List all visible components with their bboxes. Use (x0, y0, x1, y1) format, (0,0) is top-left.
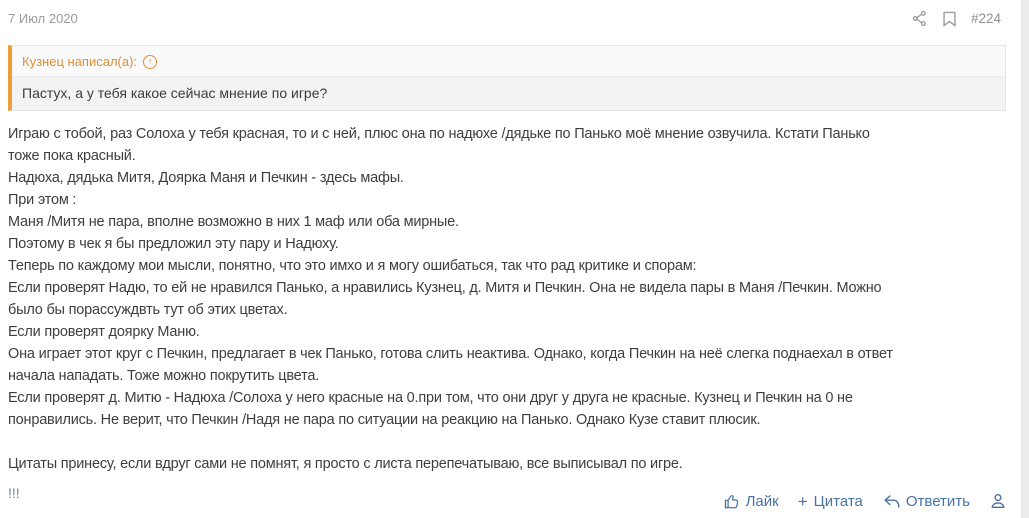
like-button[interactable] (723, 492, 779, 510)
body-line: Если проверят Надю, то ей не нравился Панько, а нравились Кузнец, д. Митя и Печкин. Она не видела пары в Маня /Печкин. Можно (8, 280, 882, 296)
body-line: Если проверят д. Митю - Надюха /Солоха у него красные на 0.при том, что они друг у друга не красные. Кузнец и Печкин на 0 не (8, 390, 853, 406)
quote-button[interactable] (798, 493, 863, 510)
reply-button[interactable] (882, 493, 970, 510)
quote-author-label: Кузнец написал(а): (22, 54, 138, 69)
body-line: Если проверят доярку Маню. (8, 324, 200, 340)
body-line: Теперь по каждому мои мысли, понятно, что это имхо и я могу ошибаться, так что рад критике и спорам: (8, 258, 697, 274)
bookmark-icon[interactable] (942, 10, 957, 27)
body-line: понравились. Не верит, что Печкин /Надя не пара по ситуации на реакцию на Панько. Однако Кузе ставит плюсик. (8, 412, 761, 428)
share-icon[interactable] (911, 10, 928, 27)
post-body (8, 123, 1024, 475)
body-line: Она играет этот круг с Печкин, предлагает в чек Панько, готова слить неактива. Однако, когда Печкин на неё слегка поднаехал в ответ (8, 346, 893, 362)
body-line: было бы порассуждвть тут об этих цветах. (8, 302, 288, 318)
body-line: Цитаты принесу, если вдруг сами не помнят, я просто с листа перепечатываю, все выписывал по игре. (8, 456, 683, 472)
exclamation-text: !!! (8, 485, 20, 501)
body-line-blank (8, 431, 1024, 453)
quote-attribution-link[interactable] (12, 46, 1005, 76)
quote-text: Пастух, а у тебя какое сейчас мнение по игре? (12, 76, 1005, 110)
body-line: тоже пока красный. (8, 148, 136, 164)
quote-label: Цитата (813, 492, 863, 510)
profile-button[interactable] (989, 492, 1007, 510)
reply-arrow-icon (882, 493, 901, 510)
person-icon (989, 492, 1007, 510)
plus-icon: + (797, 491, 808, 511)
reply-label: Ответить (905, 492, 970, 510)
vertical-scrollbar[interactable] (1021, 0, 1029, 518)
post-action-bar (723, 489, 1007, 513)
body-line: начала нападать. Тоже можно покрутить цвета. (8, 368, 320, 384)
body-line: Поэтому в чек я бы предложил эту пару и Надюху. (8, 236, 339, 252)
body-line: Надюха, дядька Митя, Доярка Маня и Печкин - здесь мафы. (8, 170, 404, 186)
quote-block (8, 45, 1006, 111)
thumbs-up-icon (723, 492, 741, 510)
body-line: Играю с тобой, раз Солоха у тебя красная, то и с ней, плюс она по надюхе /дядьке по Панько моё мнение озвучила. Кстати Панько (8, 126, 870, 142)
body-line: Маня /Митя не пара, вполне возможно в них 1 маф или оба мирные. (8, 214, 459, 230)
arrow-up-circle-icon[interactable]: ↑ (143, 55, 157, 69)
body-line: При этом : (8, 192, 77, 208)
like-label: Лайк (745, 492, 779, 510)
post-meta-row (8, 8, 1001, 28)
post-date: 7 Июл 2020 (8, 10, 78, 26)
post-number-link[interactable]: #224 (970, 10, 1001, 26)
